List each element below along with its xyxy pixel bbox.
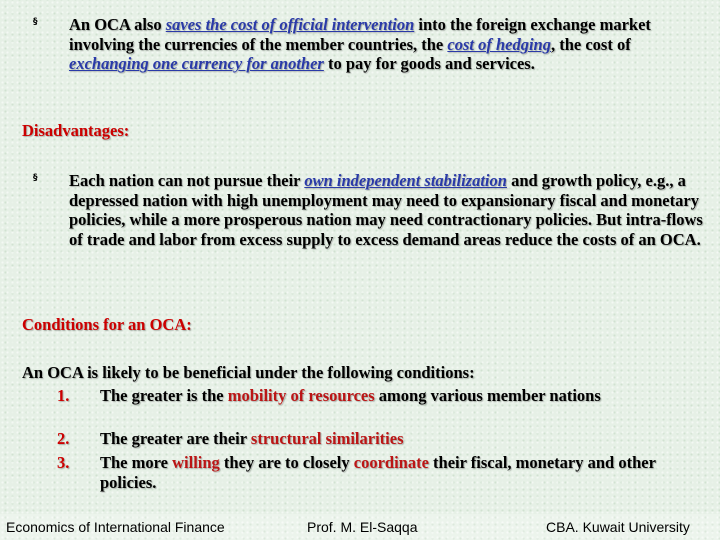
plain-text: their fiscal, monetary and other policies.	[100, 453, 656, 492]
highlight-text: saves the cost of official intervention	[165, 15, 415, 34]
para-text: An OCA also	[69, 15, 166, 34]
highlight-text: exchanging one currency for another	[69, 54, 324, 73]
condition-text	[100, 386, 690, 406]
conditions-heading: Conditions for an OCA:	[22, 315, 192, 334]
para-text: into the foreign exchange market involving the currencies of the member countries, the	[69, 15, 651, 54]
plain-text: The greater are their	[100, 429, 251, 448]
plain-text: they are to closely	[219, 453, 354, 472]
plain-text: The more	[100, 453, 173, 472]
emphasis-text: mobility of resources	[227, 386, 375, 405]
disadvantage-paragraph	[69, 171, 705, 249]
highlight-text: cost of hedging	[447, 34, 551, 54]
disadvantages-heading: Disadvantages:	[22, 121, 130, 140]
condition-text	[100, 453, 690, 492]
emphasis-text: coordinate	[353, 453, 429, 472]
condition-text	[100, 429, 690, 449]
highlight-text: own independent stabilization	[304, 171, 507, 190]
bullet-marker: §	[33, 173, 38, 183]
para-text: to pay for goods and services.	[323, 54, 535, 73]
condition-number: 2.	[57, 429, 70, 448]
advantage-paragraph	[69, 15, 705, 74]
footer-institution: CBA. Kuwait University	[546, 519, 690, 535]
plain-text: The greater is the	[100, 386, 228, 405]
bullet-marker: §	[33, 17, 38, 27]
conditions-intro: An OCA is likely to be beneficial under the following conditions:	[22, 363, 475, 382]
condition-number: 1.	[57, 386, 70, 405]
footer-author: Prof. M. El-Saqqa	[307, 519, 418, 535]
emphasis-text: structural similarities	[250, 429, 404, 448]
emphasis-text: willing	[172, 453, 220, 472]
para-text: and growth policy, e.g., a depressed nation with high unemployment may need to expansionary fiscal and monetary policies, while a more prosperous nation may need contractionary policies. But intra-flows of trade and labor from excess supply to excess demand areas reduce the costs of an OCA.	[69, 171, 703, 249]
para-text: , the cost of	[550, 34, 631, 54]
condition-number: 3.	[57, 453, 70, 472]
footer-course: Economics of International Finance	[6, 519, 225, 535]
plain-text: among various member nations	[374, 386, 601, 405]
para-text: Each nation can not pursue their	[69, 171, 305, 190]
